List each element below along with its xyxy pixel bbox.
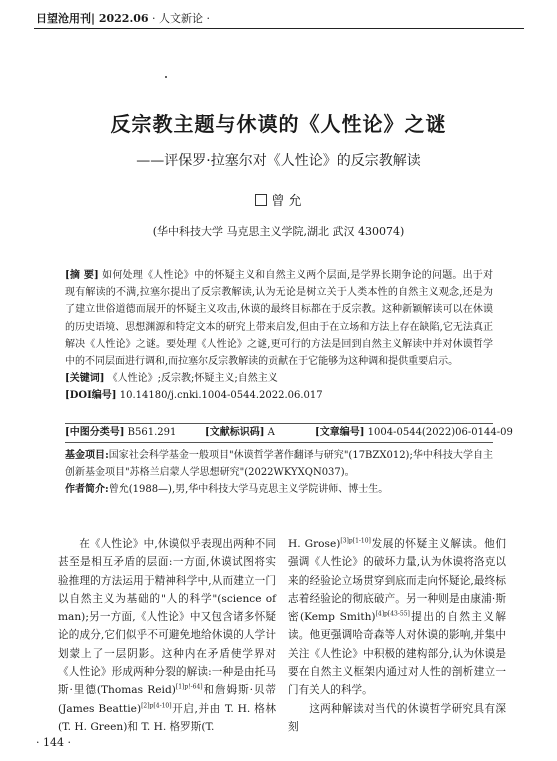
citation-3: [3]p[1-10]	[340, 537, 371, 545]
fund-text: 国家社会科学基金一般项目"休谟哲学著作翻译与研究"(17BZX012);华中科技大学自主创新基金项目"苏格兰启蒙人学思想研究"(2022WKYXQN037)。	[65, 450, 493, 478]
article-subtitle: ——评保罗·拉塞尔对《人性论》的反宗教解读	[136, 153, 421, 169]
article-label: [文章编号]	[315, 427, 365, 438]
author-bio-text: 曾允(1988—),男,华中科技大学马克思主义学院讲师、博士生。	[108, 484, 389, 495]
divider-bottom	[65, 442, 493, 443]
citation-4: [4]p[43-55]	[375, 610, 410, 618]
body-right-text-1: H. Grose)	[288, 538, 341, 550]
article-item	[315, 424, 513, 441]
header-rule	[34, 28, 524, 29]
body-right-text-3: 提出的自然主义解读。他更强调哈奇森等人对休谟的影响,并集中关注《人性论》中积极的建构部分,认为休谟是要在自然主义框架内通过对人性的剖析建立一门有关人的科学。	[288, 611, 506, 697]
fund-label: 基金项目:	[65, 450, 109, 461]
fund-block	[65, 447, 493, 498]
clc-value: B561.291	[127, 427, 177, 438]
author-name: 曾 允	[271, 194, 302, 209]
abstract-label: [摘 要]	[65, 270, 99, 281]
author-box-icon	[255, 194, 267, 206]
author-line	[0, 190, 557, 209]
citation-1: [1]p!-64]	[175, 683, 203, 691]
clc-label: [中图分类号]	[65, 427, 125, 438]
keywords-text: 《人性论》;反宗教;怀疑主义;自然主义	[107, 373, 278, 385]
body-left-text-2: 和詹姆斯·贝蒂(James Beattie)	[58, 684, 276, 715]
clc-item	[65, 424, 176, 441]
body-column-right	[288, 535, 506, 736]
page-number: · 144 ·	[36, 736, 71, 749]
abstract-block	[65, 267, 493, 405]
classification-row	[65, 424, 513, 441]
body-right-text-2: 发展的怀疑主义解读。他们强调《人性论》的破坏力量,认为休谟将洛克以来的经验论立场贯穿到底而走向怀疑论,最终标志着经验论的彻底破产。另一种则是由康浦·斯密(Kemp Smith)	[288, 538, 507, 624]
citation-2: [2]p[4-10]	[141, 702, 172, 710]
keywords-label: [关键词]	[65, 373, 105, 385]
author-bio-label: 作者简介:	[65, 484, 109, 495]
body-left-text-3: 开启,并由 T. H. 格林(T. H. Green)和 T. H. 格罗斯(T.	[58, 702, 276, 733]
column-header: · 人文新论 ·	[152, 12, 210, 25]
doi-text: 10.14180/j.cnki.1004-0544.2022.06.017	[119, 390, 323, 402]
article-title: 反宗教主题与休谟的《人性论》之谜	[110, 112, 447, 136]
doi-label: [DOI编号]	[65, 390, 117, 402]
doc-item	[205, 424, 275, 441]
doc-value: A	[267, 427, 275, 438]
journal-header: 日望沧用刊| 2022.06	[36, 12, 149, 25]
article-value: 1004-0544(2022)06-0144-09	[367, 427, 513, 438]
affiliation: (华中科技大学 马克思主义学院,湖北 武汉 430074)	[152, 225, 405, 238]
body-column-left	[58, 535, 276, 736]
decorative-dot	[165, 76, 167, 78]
body-right-paragraph-2: 这两种解读对当代的休谟哲学研究具有深刻	[288, 702, 506, 733]
doc-label: [文献标识码]	[205, 427, 265, 438]
abstract-text: 如何处理《人性论》中的怀疑主义和自然主义两个层面,是学界长期争论的问题。出于对现有解读的不满,拉塞尔提出了反宗教解读,认为无论是树立关于人类本性的自然主义观念,还是为了建立世俗道德而展开的怀疑主义攻击,休谟的最终目标都在于反宗教。这种新颖解读可以在休谟的历史语境、思想渊源和特定文本的研究上带来启发,但由于在立场和方法上存在缺陷,它无法真正解决《人性论》之谜。要处理《人性论》之谜,更可行的方法是回到自然主义解读中并对休谟哲学中的不同层面进行调和,而拉塞尔反宗教解读的贡献在于它能够为这种调和提供重要启示。	[65, 270, 493, 368]
body-left-text-1: 在《人性论》中,休谟似乎表现出两种不同甚至是相互矛盾的层面:一方面,休谟试图将实验推理的方法运用于精神科学中,从而建立一门以自然主义为基础的"人的科学"(science of man);另一方面,《人性论》中又包含诸多怀疑论的成分,它们似乎不可避免地给休谟的人学计划蒙上了一层阴影。这种内在矛盾使学界对《人性论》形成两种分裂的解读:一种是由托马斯·里德(Thomas Reid)	[58, 538, 276, 697]
